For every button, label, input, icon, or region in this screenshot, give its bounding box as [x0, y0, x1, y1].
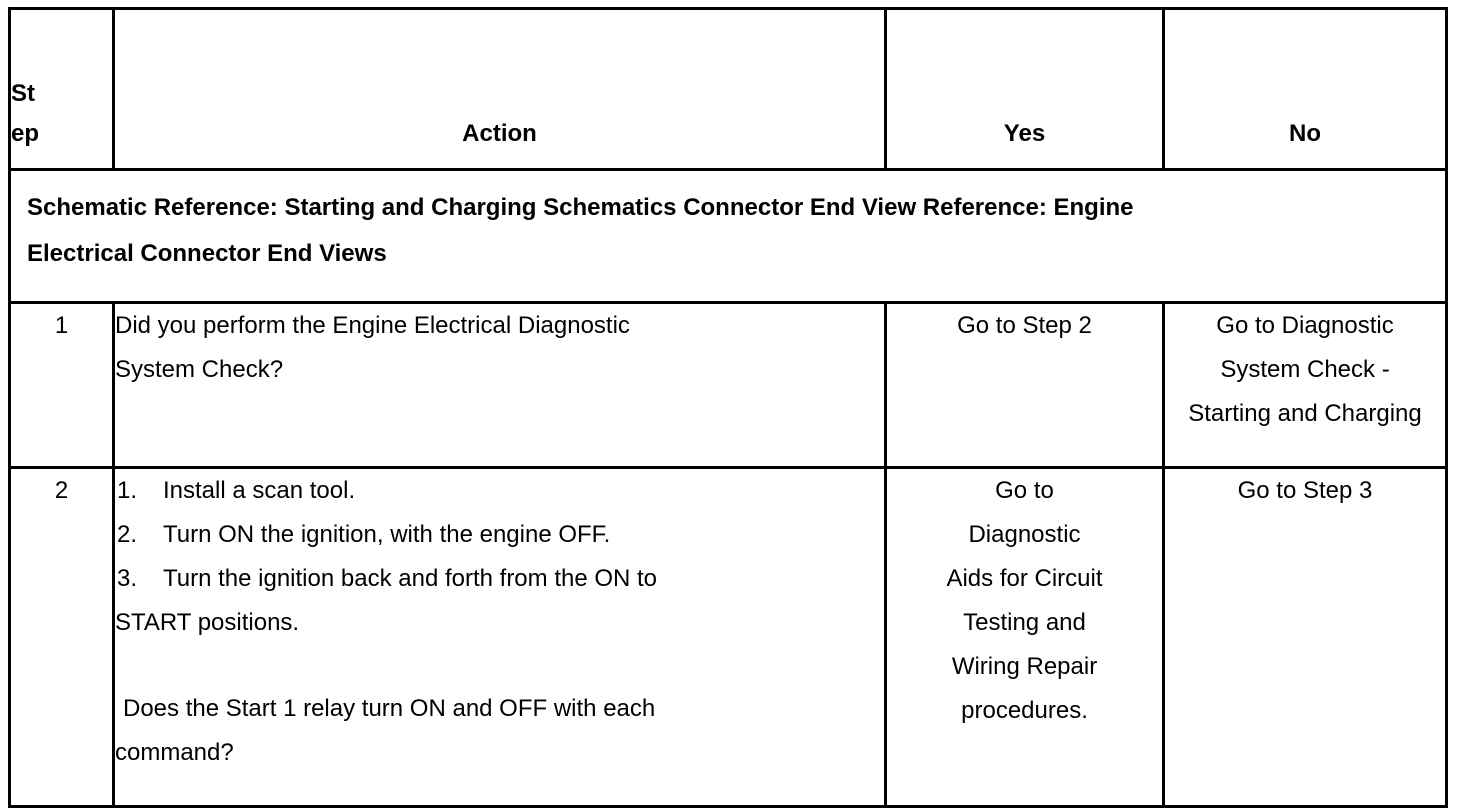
header-step-line1: St	[11, 80, 35, 107]
item-number: 2.	[117, 521, 138, 548]
list-item	[115, 557, 884, 601]
reference-cell	[10, 170, 1447, 303]
item-text: Turn ON the ignition, with the engine OFF.	[163, 521, 611, 548]
list-item	[115, 513, 884, 557]
item-continuation: START positions.	[115, 609, 300, 636]
yes-line: Wiring Repair	[951, 653, 1098, 680]
reference-line1: Schematic Reference: Starting and Charging Schematics Connector End View Reference: Engine	[27, 194, 1134, 221]
step-number: 1	[10, 303, 114, 468]
reference-line2: Electrical Connector End Views	[27, 240, 387, 267]
list-item	[115, 469, 884, 513]
yes-line: Aids for Circuit	[946, 565, 1103, 592]
yes-line: Go to	[995, 477, 1054, 504]
header-row	[10, 9, 1447, 170]
yes-line: Testing and	[963, 609, 1086, 636]
action-cell	[114, 468, 886, 807]
action-line: System Check?	[115, 356, 284, 383]
header-step-line2: ep	[11, 120, 40, 147]
question-line: Does the Start 1 relay turn ON and OFF with each	[123, 695, 656, 722]
header-action: Action	[114, 9, 886, 170]
header-yes: Yes	[886, 9, 1164, 170]
header-step	[10, 9, 114, 170]
question-line: command?	[115, 739, 234, 766]
item-text: Turn the ignition back and forth from the ON to	[163, 565, 658, 592]
no-cell: Go to Step 3	[1164, 468, 1447, 807]
yes-cell	[886, 468, 1164, 807]
item-number: 3.	[117, 565, 138, 592]
yes-line: Diagnostic	[968, 521, 1081, 548]
item-number: 1.	[117, 477, 138, 504]
diagnostic-table	[8, 7, 1448, 808]
reference-row	[10, 170, 1447, 303]
yes-cell: Go to Step 2	[886, 303, 1164, 468]
no-line: Go to Diagnostic	[1216, 312, 1394, 339]
step-number: 2	[10, 468, 114, 807]
action-line: Did you perform the Engine Electrical Diagnostic	[115, 312, 630, 339]
table-row	[10, 303, 1447, 468]
header-no: No	[1164, 9, 1447, 170]
no-line: System Check -	[1220, 356, 1390, 383]
action-cell	[114, 303, 886, 468]
no-line: Starting and Charging	[1188, 400, 1422, 427]
yes-line: procedures.	[961, 697, 1088, 724]
item-text: Install a scan tool.	[163, 477, 356, 504]
no-cell	[1164, 303, 1447, 468]
table-row	[10, 468, 1447, 807]
